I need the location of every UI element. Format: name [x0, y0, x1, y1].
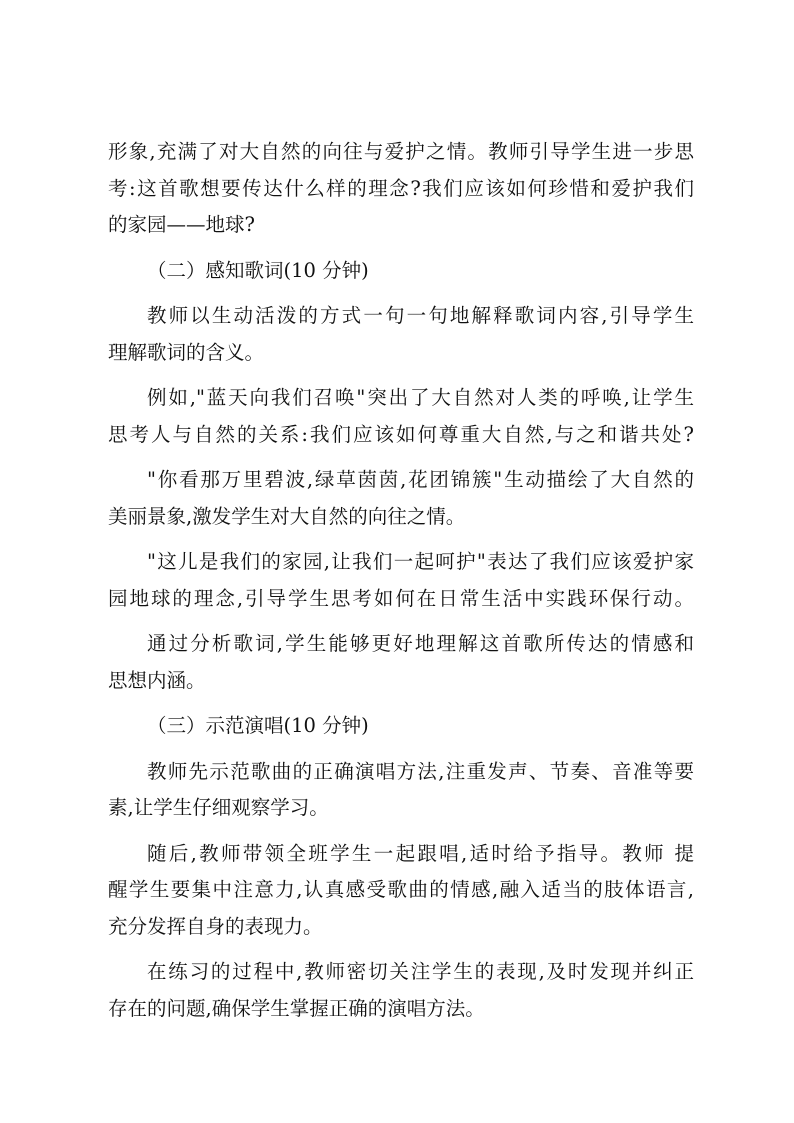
text-line: 存在的问题,确保学生掌握正确的演唱方法。: [108, 996, 485, 1020]
paragraph: [108, 754, 694, 827]
paragraph: [108, 544, 694, 617]
text-line: 的家园——地球?: [108, 213, 255, 236]
text-line: 教师先示范歌曲的正确演唱方法,注重发声、节奏、音准等要: [147, 759, 694, 783]
text-line: 教师以生动活泼的方式一句一句地解释歌词内容,引导学生: [147, 304, 694, 327]
text-line: 通过分析歌词,学生能够更好地理解这首歌所传达的情感和: [147, 632, 694, 655]
text-line: 随后,教师带领全班学生一起跟唱,适时给予指导。教师 提: [147, 841, 694, 865]
section-heading: [108, 708, 694, 745]
text-line: 园地球的理念,引导学生思考如何在日常生活中实践环保行动。: [108, 586, 694, 610]
text-line: 素,让学生仔细观察学习。: [108, 796, 329, 819]
text-line: 美丽景象,激发学生对大自然的向往之情。: [108, 504, 466, 528]
text-line: "你看那万里碧波,绿草茵茵,花团锦簇"生动描绘了大自然的: [147, 468, 694, 491]
document-body: [108, 134, 694, 1027]
text-line: 考:这首歌想要传达什么样的理念?我们应该如何珍惜和爱护我们: [108, 176, 694, 200]
heading-text: （三）示范演唱(10 分钟): [147, 714, 369, 737]
paragraph: [108, 626, 694, 699]
text-line: 思考人与自然的关系:我们应该如何尊重大自然,与之和谐共处?: [108, 422, 694, 446]
text-line: 形象,充满了对大自然的向往与爱护之情。教师引导学生进一步思: [108, 140, 694, 163]
text-line: 充分发挥自身的表现力。: [108, 914, 323, 938]
paragraph: [108, 134, 694, 244]
text-line: 理解歌词的含义。: [108, 340, 265, 364]
text-line: 例如,"蓝天向我们召唤"突出了大自然对人类的呼唤,让学生: [147, 386, 694, 409]
paragraph: [108, 380, 694, 453]
paragraph: [108, 298, 694, 371]
text-line: 思想内涵。: [108, 668, 206, 692]
section-heading: [108, 253, 694, 290]
paragraph: [108, 954, 694, 1027]
text-line: 在练习的过程中,教师密切关注学生的表现,及时发现并纠正: [147, 960, 694, 983]
paragraph: [108, 836, 694, 946]
heading-text: （二）感知歌词(10 分钟): [147, 258, 369, 282]
text-line: 醒学生要集中注意力,认真感受歌曲的情感,融入适当的肢体语言,: [108, 878, 694, 901]
paragraph: [108, 462, 694, 535]
text-line: "这儿是我们的家园,让我们一起呵护"表达了我们应该爱护家: [147, 550, 694, 573]
